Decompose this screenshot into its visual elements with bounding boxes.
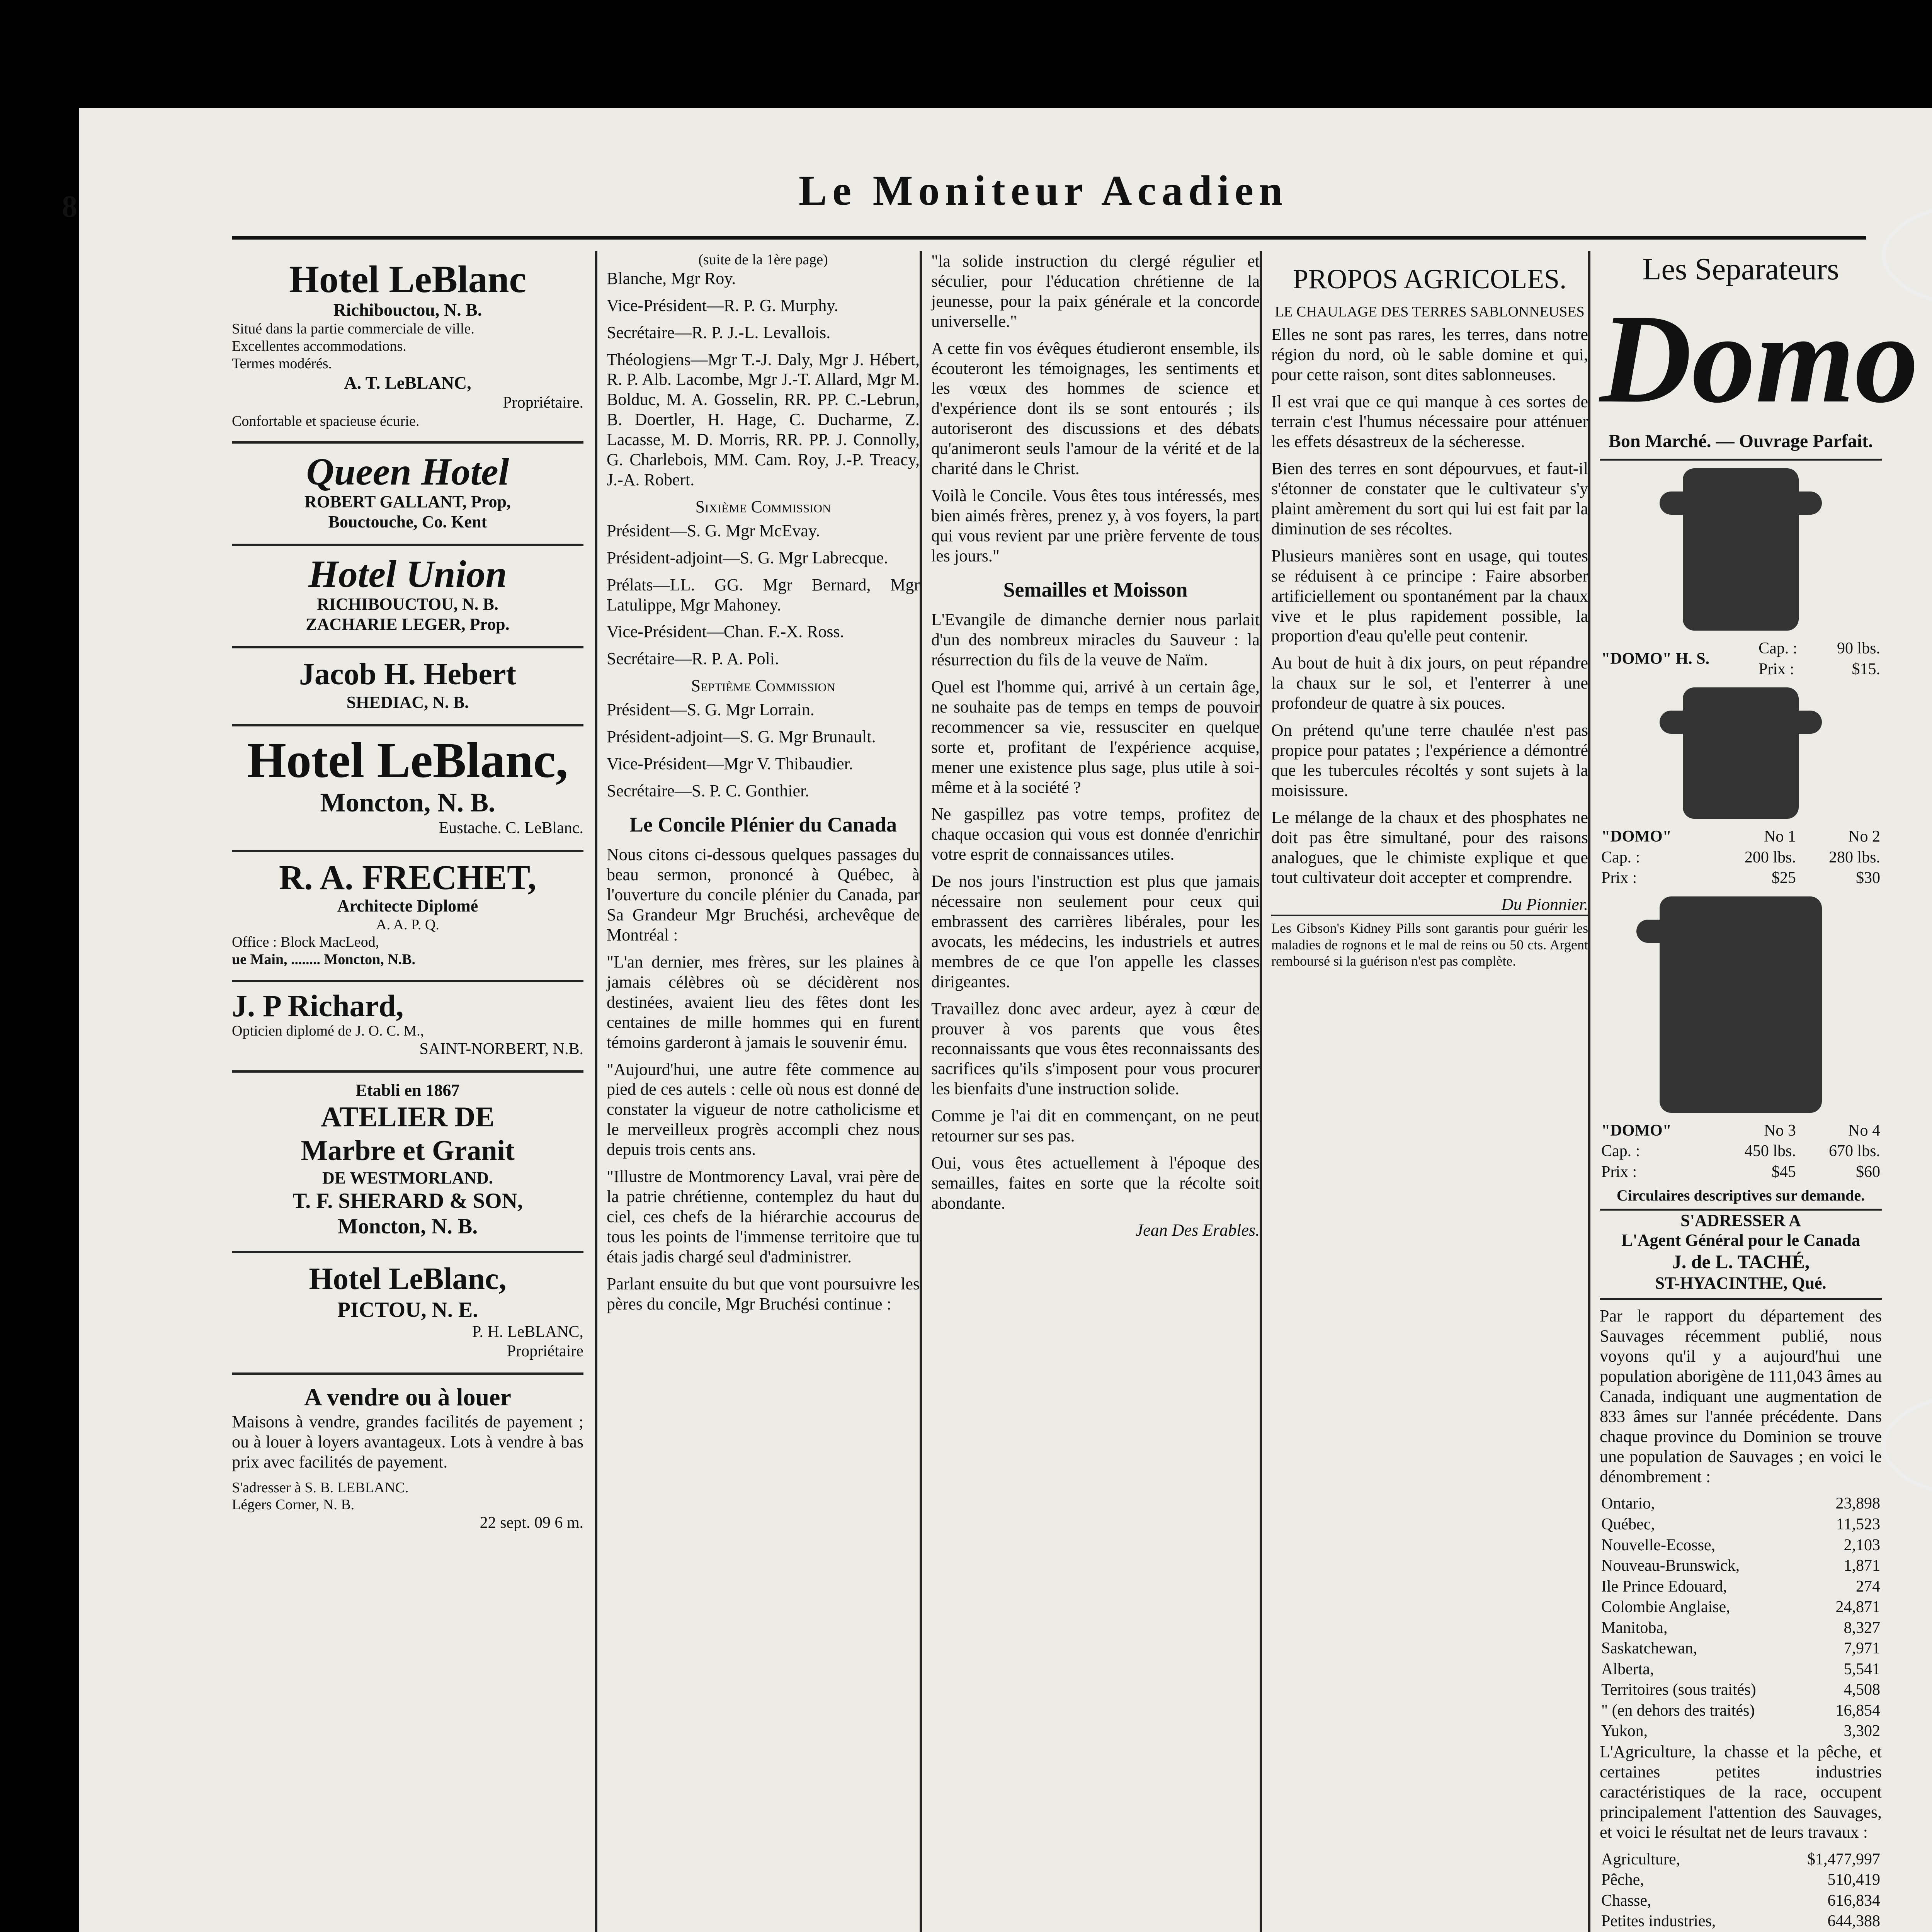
column-propos-agricoles	[1260, 251, 1588, 1932]
ad-richard	[232, 982, 583, 1073]
revenue-item: Pêche,	[1601, 1871, 1644, 1889]
population-value: 11,523	[1836, 1515, 1880, 1533]
ad-queen-hotel	[232, 444, 583, 546]
notice: Les Gibson's Kidney Pills sont garantis pour guérir les maladies de rognons et le mal de reins ou 50 cts. Argent remboursé si la guérison n'est pas complète.	[1271, 915, 1588, 969]
ad-hotel-leblanc-richibouctou	[232, 251, 583, 444]
ad-header: Les Separateurs	[1642, 252, 1839, 286]
signature: Jean Des Erables.	[1135, 1220, 1260, 1240]
revenue-value: 616,834	[1827, 1891, 1880, 1910]
province: Ontario,	[1601, 1495, 1655, 1513]
ad-name: ATELIER DE	[321, 1101, 495, 1133]
population-value: 24,871	[1835, 1598, 1880, 1616]
ad-footer: Confortable et spacieuse écurie.	[232, 413, 420, 429]
separator-illustration	[1660, 896, 1822, 1113]
ad-name: Hotel LeBlanc,	[309, 1262, 507, 1296]
ad-hotel-leblanc-pictou	[232, 1253, 583, 1375]
ad-address: ue Main, ........ Moncton, N.B.	[232, 951, 415, 968]
province: Yukon,	[1601, 1722, 1648, 1740]
paragraph: Le mélange de la chaux et des phosphates ne doit pas être simultané, pour des raisons analogues, que le chimiste explique et que tout cultivateur doit accepter et comprendre.	[1271, 808, 1588, 887]
paragraph: L'Evangile de dimanche dernier nous parlait d'un des nombreux miracles du Sauveur : la résurrection du fils de la veuve de Naïm.	[931, 610, 1260, 670]
price-value: $25	[1771, 869, 1796, 887]
separator-illustration	[1683, 687, 1799, 819]
province: Ile Prince Edouard,	[1601, 1577, 1727, 1595]
model-table	[1600, 827, 1882, 889]
population-value: 1,871	[1844, 1557, 1880, 1575]
population-value: 16,854	[1835, 1701, 1880, 1719]
paragraph: "Aujourd'hui, une autre fête commence au pied de ces autels : celle où nous est donné de constater la vigueur de notre catholicisme et le merveilleux progrès accompli chez nous depuis trois cents ans.	[607, 1060, 920, 1159]
population-value: 23,898	[1835, 1495, 1880, 1513]
masthead-rule	[232, 236, 1866, 240]
cap-label: Cap. :	[1759, 639, 1798, 658]
population-value: 274	[1856, 1577, 1880, 1595]
ad-owner: P. H. LeBLANC,	[472, 1323, 583, 1341]
paragraph: Vice-Président—Chan. F.-X. Ross.	[607, 622, 844, 641]
ad-place: Moncton, N. B.	[337, 1214, 478, 1238]
masthead	[62, 166, 1855, 243]
ad-text: Maisons à vendre, grandes facilités de payement ; ou à louer à loyers avantageux. Lots à vendre à bas prix avec facilités de payement.	[232, 1412, 583, 1471]
ad-office: Office : Block MacLeod,	[232, 934, 379, 951]
ad-role: Propriétaire.	[503, 394, 583, 412]
model-name: "DOMO" H. S.	[1601, 650, 1709, 668]
paragraph: Vice-Président—Mgr V. Thibaudier.	[607, 754, 853, 773]
ad-hotel-leblanc-moncton	[232, 726, 583, 852]
model-col: No 2	[1848, 828, 1880, 846]
paragraph: "la solide instruction du clergé régulier et séculier, pour l'éducation chrétienne de la jeunesse, pour la paix générale et la concorde universelle."	[931, 252, 1260, 331]
ad-owner: ROBERT GALLANT, Prop,	[304, 492, 511, 512]
province: Colombie Anglaise,	[1601, 1598, 1730, 1616]
ad-place: PICTOU, N. E.	[337, 1298, 478, 1322]
model-col: No 1	[1764, 828, 1796, 846]
population-value: 5,541	[1844, 1660, 1880, 1678]
province: Manitoba,	[1601, 1619, 1668, 1637]
model-name: "DOMO"	[1601, 1121, 1672, 1139]
agent-line: L'Agent Général pour le Canada	[1621, 1231, 1860, 1250]
page-number: 8	[62, 190, 77, 224]
agent-line: S'ADRESSER A	[1680, 1211, 1801, 1230]
table-row	[1600, 1891, 1882, 1912]
cap-value: 90 lbs.	[1837, 639, 1880, 658]
table-row	[1600, 1493, 1882, 1514]
ad-title: A vendre ou à louer	[304, 1383, 511, 1411]
ad-place: Moncton, N. B.	[320, 787, 495, 818]
cap-value: 280 lbs.	[1828, 848, 1880, 866]
paragraph: Nous citons ci-dessous quelques passages du beau sermon, prononcé à Québec, à l'ouverture du concile plénier du Canada, par Sa Grandeur Mgr Bruchési, archevêque de Montréal :	[607, 845, 920, 945]
column-concile	[595, 251, 920, 1932]
ad-name: Jacob H. Hebert	[299, 657, 517, 692]
cap-value: 450 lbs.	[1744, 1142, 1796, 1160]
paragraph: Quel est l'homme qui, arrivé à un certain âge, ne souhaite pas de temps en temps de pouvoir recommencer sa vie, ressusciter en quelque sorte et, profitant de l'expérience acquise, mener une existence plus sage, plus utile à soi-même et à la société ?	[931, 677, 1260, 797]
province: Territoires (sous traités)	[1601, 1681, 1756, 1699]
paragraph: Voilà le Concile. Vous êtes tous intéressés, mes bien aimés frères, prenez y, à vos foyers, la part qui vous revient par une prière fervente de tous les jours."	[931, 486, 1260, 565]
ad-sub: DE WESTMORLAND.	[322, 1168, 493, 1187]
table-row	[1600, 1597, 1882, 1618]
model-col: No 3	[1764, 1121, 1796, 1139]
ad-hotel-union	[232, 546, 583, 648]
price-value: $15.	[1852, 660, 1880, 678]
paragraph: Plusieurs manières sont en usage, qui toutes se réduisent à ce principe : Faire absorber artificiellement ou spontanément par la chaux vive et le plus rapidement possible, la proportion d'eau qu'elle peut contenir.	[1271, 546, 1588, 646]
model-table	[1600, 638, 1882, 680]
price-label: Prix :	[1759, 660, 1794, 678]
section-heading: Sixième Commission	[695, 497, 831, 516]
paragraph: Vice-Président—R. P. G. Murphy.	[607, 296, 838, 315]
ad-date: 22 sept. 09 6 m.	[480, 1514, 583, 1532]
paragraph: "L'an dernier, mes frères, sur les plaines à jamais célèbres où se décidèrent nos destinées, avaient lieu des fêtes dont les centaines de mille hommes qui en furent témoins garderont à jamais le souvenir ému.	[607, 952, 920, 1052]
table-row	[1600, 1659, 1882, 1680]
paragraph: Elles ne sont pas rares, les terres, dans notre région du nord, où le sable domine et qui, pour cette raison, sont dites sablonneuses.	[1271, 325, 1588, 384]
column-ads	[232, 251, 583, 1932]
price-value: $30	[1856, 869, 1880, 887]
model-table	[1600, 1121, 1882, 1183]
ad-place: Richibouctou, N. B.	[333, 300, 482, 320]
circulars: Circulaires descriptives sur demande.	[1600, 1182, 1882, 1210]
price-value: $45	[1771, 1163, 1796, 1181]
ad-place: SHEDIAC, N. B.	[346, 693, 469, 712]
revenue-value: $1,477,997	[1807, 1850, 1880, 1868]
revenue-item: Petites industries,	[1601, 1912, 1716, 1930]
table-row	[1600, 1911, 1882, 1932]
paragraph: Parlant ensuite du but que vont poursuivre les pères du concile, Mgr Bruchési continue :	[607, 1274, 920, 1313]
revenue-item: Agriculture,	[1601, 1850, 1680, 1868]
table-row	[1600, 1618, 1882, 1639]
paragraph: Président-adjoint—S. G. Mgr Brunault.	[607, 727, 876, 747]
paragraph: De nos jours l'instruction est plus que jamais nécessaire non seulement pour ceux qui embrassent des carrières libérales, pour les avocats, les médecins, les industriels et autres membres de ce que l'on appelle les classes dirigeantes.	[931, 872, 1260, 991]
ad-role: Propriétaire	[507, 1342, 583, 1360]
price-label: Prix :	[1601, 869, 1637, 887]
ad-place: SAINT-NORBERT, N.B.	[419, 1040, 583, 1058]
ad-jacob-hebert	[232, 648, 583, 726]
ad-tagline: Bon Marché. — Ouvrage Parfait.	[1600, 430, 1882, 461]
paragraph: Théologiens—Mgr T.-J. Daly, Mgr J. Hébert, R. P. Alb. Lacombe, Mgr J.-T. Allard, Mgr M. Bolduc, M. A. Gosselin, RR. PP. C.-Lebrun, B. Doertler, H. Hage, C. Ducharme, Z. Lacasse, M. D. Morris, RR. PP. J. Connolly, G. Charlebois, MM. Cam. Roy, J.-P. Treacy, J.-A. Robert.	[607, 350, 920, 489]
province: " (en dehors des traités)	[1601, 1701, 1755, 1719]
province: Québec,	[1601, 1515, 1655, 1533]
model-name: "DOMO"	[1601, 828, 1672, 846]
province: Nouvelle-Ecosse,	[1601, 1536, 1716, 1554]
column-semailles	[920, 251, 1260, 1932]
paragraph: A cette fin vos évêques étudieront ensemble, ils écouteront les témoignages, les sentiments et les vœux des hommes de science et d'expérience dont ils se sont entourés ; ils autoriseront des discussions et des débats qu'animeront seuls l'amour de la vérité et de la charité dans le Christ.	[931, 338, 1260, 478]
article-title: PROPOS AGRICOLES.	[1293, 264, 1567, 294]
paragraph: Blanche, Mgr Roy.	[607, 269, 736, 288]
table-row	[1600, 1638, 1882, 1659]
province: Saskatchewan,	[1601, 1639, 1697, 1658]
article-title: Semailles et Moisson	[1003, 578, 1188, 601]
column-domo-ad	[1588, 251, 1918, 1932]
ad-place: Légers Corner, N. B.	[232, 1497, 355, 1513]
ad-name: Hotel LeBlanc,	[247, 733, 568, 789]
ad-frechet	[232, 852, 583, 982]
ad-name: Queen Hotel	[306, 450, 509, 493]
brand-logo: Domo	[1600, 288, 1918, 430]
table-row	[1600, 1721, 1882, 1742]
ad-role: Opticien diplomé de J. O. C. M.,	[232, 1022, 424, 1039]
ad-name: Hotel Union	[308, 553, 507, 596]
agent-name: J. de L. TACHÉ,	[1672, 1251, 1810, 1273]
population-value: 8,327	[1844, 1619, 1880, 1637]
signature: Du Pionnier.	[1501, 895, 1588, 914]
revenue-table	[1600, 1849, 1882, 1932]
paragraph: Prélats—LL. GG. Mgr Bernard, Mgr Latulippe, Mgr Mahoney.	[607, 575, 920, 614]
table-row	[1600, 1514, 1882, 1535]
article-subtitle: LE CHAULAGE DES TERRES SABLONNEUSES	[1275, 303, 1585, 320]
revenue-value: 644,388	[1827, 1912, 1880, 1930]
ad-place: RICHIBOUCTOU, N. B.	[317, 595, 498, 614]
ad-firm: T. F. SHERARD & SON,	[293, 1189, 523, 1213]
cap-label: Cap. :	[1601, 848, 1640, 866]
ad-sub: A. A. P. Q.	[376, 917, 439, 933]
table-row	[1600, 1577, 1882, 1597]
separator-illustration	[1683, 468, 1799, 631]
paragraph: Il est vrai que ce qui manque à ces sortes de terrain c'est l'humus nécessaire pour atténuer les effets désastreux de la sécheresse.	[1271, 392, 1588, 451]
ad-name: J. P Richard,	[232, 989, 404, 1023]
price-label: Prix :	[1601, 1163, 1637, 1181]
population-value: 4,508	[1844, 1681, 1880, 1699]
ad-line: Termes modérés.	[232, 355, 332, 372]
paragraph: Comme je l'ai dit en commençant, on ne peut retourner sur ses pas.	[931, 1106, 1260, 1146]
cap-value: 200 lbs.	[1744, 848, 1796, 866]
paragraph: Bien des terres en sont dépourvues, et faut-il s'étonner de constater que le cultivateur s'y plaint amèrement du sort qui lui est fait par la diminution de ses récoltes.	[1271, 459, 1588, 538]
cap-label: Cap. :	[1601, 1142, 1640, 1160]
paragraph: Oui, vous êtes actuellement à l'époque des semailles, faites en sorte que la récolte soit abondante.	[931, 1153, 1260, 1213]
revenue-item: Chasse,	[1601, 1891, 1651, 1910]
cap-value: 670 lbs.	[1828, 1142, 1880, 1160]
population-table	[1600, 1493, 1882, 1742]
ad-line: Excellentes accommodations.	[232, 338, 406, 355]
paragraph: Président-adjoint—S. G. Mgr Labrecque.	[607, 548, 888, 567]
ad-atelier	[232, 1073, 583, 1253]
paragraph: Ne gaspillez pas votre temps, profitez de chaque occasion qui vous est donnée d'enrichir votre esprit de connaissances utiles.	[931, 804, 1260, 864]
model-col: No 4	[1848, 1121, 1880, 1139]
paragraph: Secrétaire—R. P. J.-L. Levallois.	[607, 323, 831, 342]
paragraph: Par le rapport du département des Sauvages récemment publié, nous voyons qu'il y a aujourd'hui une population aborigène de 111,043 âmes au Canada, indiquant une augmentation de 833 âmes sur l'année précédente. Dans chaque province du Dominion se trouve une population de Sauvages ; en voici le dénombrement :	[1600, 1306, 1882, 1486]
table-row	[1600, 1556, 1882, 1577]
population-value: 3,302	[1844, 1722, 1880, 1740]
province: Nouveau-Brunswick,	[1601, 1557, 1740, 1575]
paragraph: Président—S. G. Mgr Lorrain.	[607, 700, 815, 719]
ad-established: Etabli en 1867	[355, 1081, 460, 1100]
ad-sub: Marbre et Granit	[301, 1135, 515, 1167]
ad-contact: S'adresser à S. B. LEBLANC.	[232, 1479, 409, 1496]
continued-note: (suite de la 1ère page)	[698, 252, 828, 268]
ad-owner: ZACHARIE LEGER, Prop.	[306, 615, 510, 634]
table-row	[1600, 1849, 1882, 1870]
paragraph: On prétend qu'une terre chaulée n'est pas propice pour patates ; l'expérience a démontré que les tubercules récoltés y sont sujets à la moisissure.	[1271, 721, 1588, 800]
ad-role: Architecte Diplomé	[337, 896, 478, 916]
ad-line: Situé dans la partie commerciale de ville.	[232, 321, 474, 337]
ad-name: Hotel LeBlanc	[289, 258, 526, 301]
revenue-value: 510,419	[1827, 1871, 1880, 1889]
paragraph: Travaillez donc avec ardeur, ayez à cœur de prouver à vos parents que vous êtes reconnaissants que vous êtes reconnaissants des sacrifices qu'ils s'imposent pour vous procurer les bienfaits d'une instruction solide.	[931, 999, 1260, 1099]
table-row	[1600, 1680, 1882, 1701]
paragraph: Au bout de huit à dix jours, on peut répandre la chaux sur le sol, et l'enterrer à une profondeur de quatre à six pouces.	[1271, 653, 1588, 713]
price-value: $60	[1856, 1163, 1880, 1181]
ad-name: R. A. FRECHET,	[279, 858, 536, 897]
page-title: Le Moniteur Acadien	[798, 167, 1288, 214]
paragraph: L'Agriculture, la chasse et la pêche, et certaines petites industries caractéristiques de la race, occupent principalement l'attention des Sauvages, et voici le résultat net de leurs travaux :	[1600, 1742, 1882, 1842]
table-row	[1600, 1535, 1882, 1556]
province: Alberta,	[1601, 1660, 1654, 1678]
paragraph: "Illustre de Montmorency Laval, vrai père de la patrie chrétienne, contemplez du haut du ciel, ces chefs de la hiérarchie accourus de tous les points de l'immense territoire que tu étais jadis chargé seul d'administrer.	[607, 1167, 920, 1266]
paragraph: Secrétaire—R. P. A. Poli.	[607, 649, 779, 668]
section-heading: Septième Commission	[691, 676, 835, 696]
agent-place: ST-HYACINTHE, Qué.	[1600, 1273, 1882, 1300]
population-value: 7,971	[1844, 1639, 1880, 1658]
population-value: 2,103	[1844, 1536, 1880, 1554]
paragraph: Secrétaire—S. P. C. Gonthier.	[607, 781, 810, 800]
table-row	[1600, 1701, 1882, 1721]
table-row	[1600, 1870, 1882, 1891]
ad-a-vendre	[232, 1375, 583, 1544]
paragraph: Président—S. G. Mgr McEvay.	[607, 521, 820, 540]
article-title: Le Concile Plénier du Canada	[629, 813, 897, 836]
ad-place: Bouctouche, Co. Kent	[328, 512, 487, 532]
ad-owner: A. T. LeBLANC,	[344, 372, 471, 393]
ad-owner: Eustache. C. LeBlanc.	[439, 819, 583, 837]
